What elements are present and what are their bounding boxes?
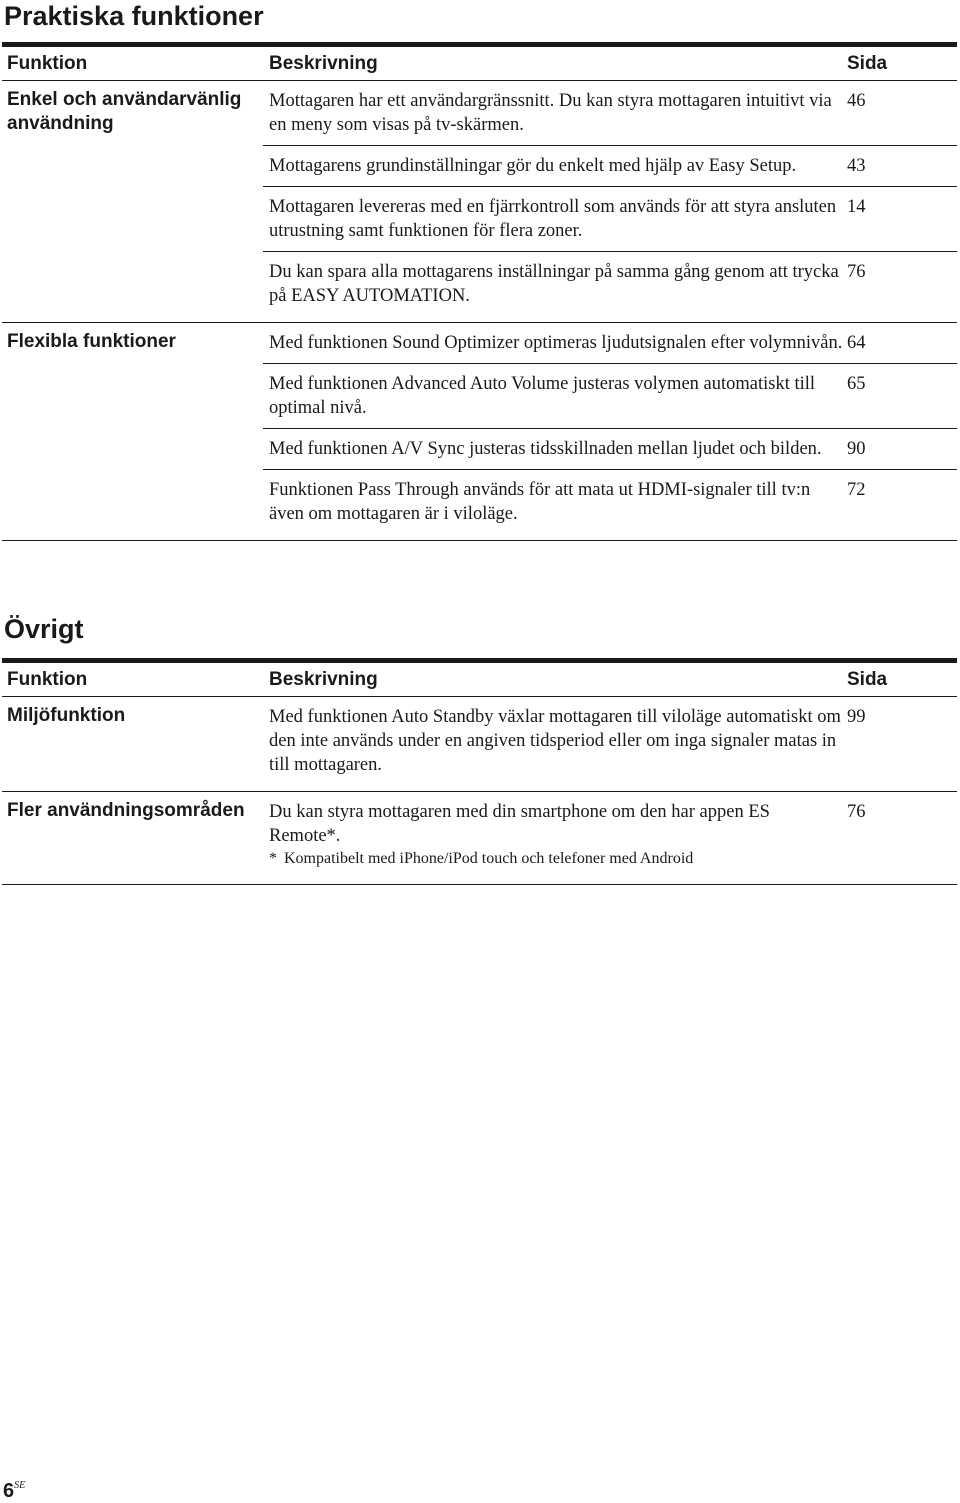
table-group-flexible-functions xyxy=(2,323,957,541)
row-description: Mottagaren har ett användargränssnitt. Du kan styra mottagaren intuitivt via en meny som visas på tv-skärmen. xyxy=(269,91,832,135)
column-header-description: Beskrivning xyxy=(269,53,378,74)
table-row xyxy=(263,428,957,469)
table-group-ease-of-use xyxy=(2,81,957,323)
row-description: Du kan styra mottagaren med din smartphone om den har appen ES Remote*. xyxy=(269,802,770,846)
row-page-number: 72 xyxy=(847,480,866,500)
other-table xyxy=(2,658,957,885)
table-row xyxy=(263,697,957,785)
row-page-number: 43 xyxy=(847,156,866,176)
row-description: Du kan spara alla mottagarens inställningar på samma gång genom att trycka på EASY AUTOMATION. xyxy=(269,262,839,306)
table-header xyxy=(2,47,957,81)
table-row xyxy=(263,323,957,363)
table-row xyxy=(263,186,957,251)
row-description: Mottagarens grundinställningar gör du enkelt med hjälp av Easy Setup. xyxy=(269,156,797,176)
section-title-praktiska-funktioner: Praktiska funktioner xyxy=(4,1,264,31)
features-table xyxy=(2,42,957,541)
row-page-number: 46 xyxy=(847,91,866,111)
column-header-page: Sida xyxy=(847,669,888,690)
column-header-description: Beskrivning xyxy=(269,669,378,690)
table-row xyxy=(263,251,957,316)
row-page-number: 99 xyxy=(847,707,866,727)
table-row xyxy=(263,81,957,145)
table-header xyxy=(2,663,957,697)
section-title-ovrigt: Övrigt xyxy=(4,614,84,644)
page-number-value: 6 xyxy=(3,1480,15,1502)
row-description: Med funktionen Advanced Auto Volume justeras volymen automatiskt till optimal nivå. xyxy=(269,374,816,418)
function-name: Fler användningsområden xyxy=(7,800,245,821)
page-region-code: SE xyxy=(14,1480,26,1491)
row-page-number: 90 xyxy=(847,439,866,459)
row-description: Mottagaren levereras med en fjärrkontroll som används för att styra ansluten utrustning samt funktionen för flera zoner. xyxy=(269,197,837,241)
row-description: Med funktionen A/V Sync justeras tidsskillnaden mellan ljudet och bilden. xyxy=(269,439,822,459)
table-group-more-uses xyxy=(2,792,957,885)
row-description: Med funktionen Auto Standby växlar mottagaren till viloläge automatiskt om den inte används under en angiven tidsperiod eller om inga signaler matas in till mottagaren. xyxy=(269,707,841,775)
table-group-environment xyxy=(2,697,957,792)
row-description: Med funktionen Sound Optimizer optimeras ljudutsignalen efter volymnivån. xyxy=(269,333,843,353)
table-row xyxy=(263,792,957,878)
row-page-number: 76 xyxy=(847,262,866,282)
table-row xyxy=(263,469,957,534)
column-header-function: Funktion xyxy=(7,669,88,690)
table-row xyxy=(263,145,957,186)
column-header-page: Sida xyxy=(847,53,888,74)
row-page-number: 76 xyxy=(847,802,866,822)
footnote-text: Kompatibelt med iPhone/iPod touch och telefoner med Android xyxy=(284,850,694,867)
function-name: Enkel och användarvänlig användning xyxy=(7,89,242,134)
row-description: Funktionen Pass Through används för att mata ut HDMI-signaler till tv:n även om mottagaren är i viloläge. xyxy=(269,480,811,524)
footnote xyxy=(269,848,843,870)
page-number xyxy=(3,1474,25,1503)
row-page-number: 65 xyxy=(847,374,866,394)
footnote-mark: * xyxy=(269,850,277,867)
function-name: Flexibla funktioner xyxy=(7,331,176,352)
column-header-function: Funktion xyxy=(7,53,88,74)
row-page-number: 14 xyxy=(847,197,866,217)
table-row xyxy=(263,363,957,428)
function-name: Miljöfunktion xyxy=(7,705,126,726)
row-page-number: 64 xyxy=(847,333,866,353)
